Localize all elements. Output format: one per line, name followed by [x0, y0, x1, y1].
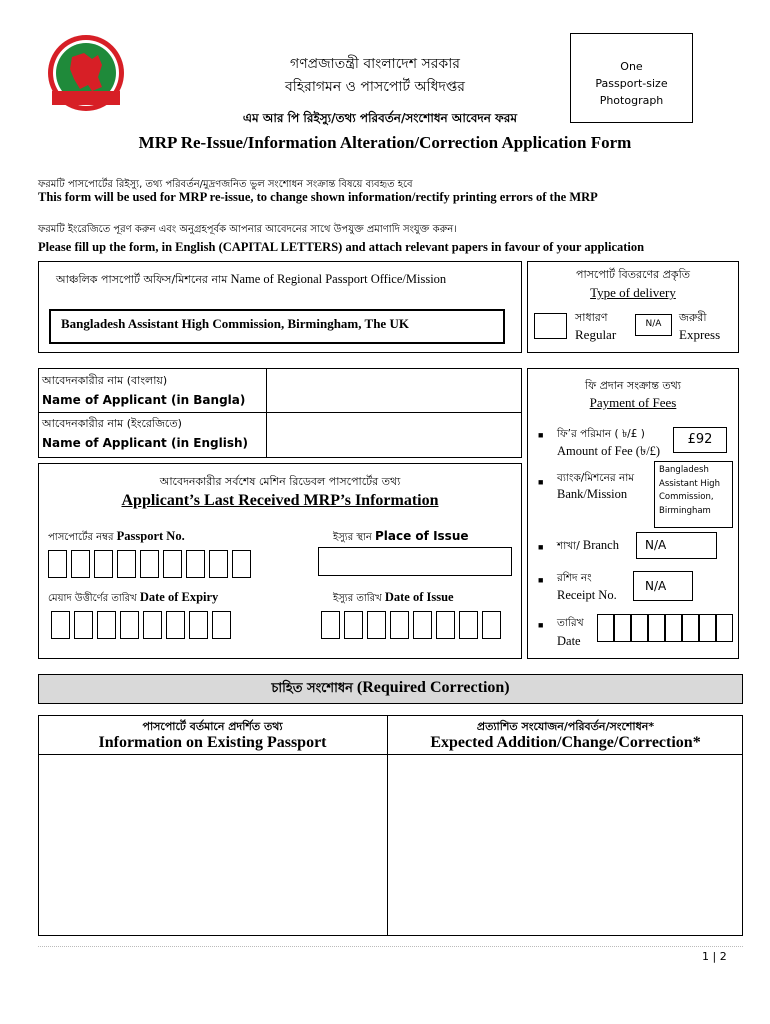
department-name-bn: বহিরাগমন ও পাসপোর্ট অধিদপ্তর [284, 79, 466, 95]
expected-change-header-bn: প্রত্যাশিত সংযোজন/পরিবর্তন/সংশোধন* [476, 720, 655, 733]
expiry-label-bn: মেয়াদ উত্তীর্ণের তারিখ [48, 593, 137, 604]
issue-date-label-bn: ইস্যুর তারিখ [333, 593, 382, 604]
delivery-title-bn: পাসপোর্ট বিতরণের প্রকৃতি [576, 268, 690, 281]
branch-field[interactable]: N/A [636, 532, 717, 559]
usage-instruction-en: This form will be used for MRP re-issue, to change shown information/rectify printing errors of the MRP [38, 190, 598, 204]
bank-label-bn: ব্যাংক/মিশনের নাম [557, 472, 635, 484]
regular-label-bn: সাধারণ [575, 311, 608, 324]
name-bangla-label-bn: আবেদনকারীর নাম (বাংলায়) [42, 374, 168, 387]
fees-title-bn: ফি প্রদান সংক্রান্ত তথ্য [585, 379, 681, 392]
express-label-en: Express [679, 327, 721, 342]
expected-change-header-en: Expected Addition/Change/Correction* [430, 734, 701, 751]
government-emblem [42, 33, 130, 113]
bank-name-field[interactable]: Bangladesh Assistant High Commission, Birmingham [654, 461, 733, 528]
form-title-bn: এম আর পি রিইস্যু/তথ্য পরিবর্তন/সংশোধন আবেদন ফরম [242, 111, 518, 125]
passport-no-label-en: Passport No. [116, 529, 185, 543]
name-english-label-en: Name of Applicant (in English) [42, 436, 249, 450]
fee-amount-label-en: Amount of Fee (৳/£) [557, 444, 661, 458]
required-correction-title-en: (Required Correction) [356, 679, 510, 696]
passport-no-label [48, 529, 185, 547]
receipt-label-en: Receipt No. [557, 588, 617, 602]
footer-divider [38, 946, 743, 947]
expiry-label-en: Date of Expiry [139, 590, 219, 604]
required-correction-title [38, 679, 743, 700]
mrp-info-title-bn: আবেদনকারীর সর্বশেষ মেশিন রিডেবল পাসপোর্টের তথ্য [159, 475, 401, 488]
bank-label-en: Bank/Mission [557, 487, 628, 501]
office-label-en: Name of Regional Passport Office/Mission [230, 272, 447, 286]
branch-label-en: Branch [582, 538, 619, 552]
name-bangla-input[interactable] [268, 370, 520, 410]
fill-instruction-en: Please fill up the form, in English (CAPITAL LETTERS) and attach relevant papers in favour of your application [38, 240, 645, 254]
existing-info-input[interactable] [40, 756, 385, 934]
existing-info-header-bn: পাসপোর্টে বর্তমানে প্রদর্শিত তথ্য [142, 720, 283, 733]
issue-date-label-en: Date of Issue [384, 590, 454, 604]
express-checkbox[interactable]: N/A [635, 314, 672, 336]
name-bangla-label-en: Name of Applicant (in Bangla) [42, 393, 246, 407]
fees-title-en: Payment of Fees [589, 395, 677, 410]
existing-info-header-en: Information on Existing Passport [98, 734, 327, 751]
place-issue-label-en: Place of Issue [375, 529, 469, 543]
passport-no-label-bn: পাসপোর্টের নম্বর [48, 532, 114, 543]
office-label [56, 271, 446, 290]
required-correction-title-bn: চাহিত সংশোধন [271, 681, 353, 696]
fee-amount-label-bn: ফি’র পরিমান ( ৳/£ ) [557, 428, 645, 440]
receipt-label-bn: রশিদ নং [557, 572, 592, 584]
date-label-bn: তারিখ [557, 617, 584, 629]
receipt-field[interactable]: N/A [633, 571, 693, 601]
office-label-bn: আঞ্চলিক পাসপোর্ট অফিস/মিশনের নাম [56, 273, 228, 286]
regular-label-en: Regular [575, 327, 617, 342]
place-issue-input[interactable] [318, 547, 512, 576]
place-issue-label [333, 529, 469, 547]
photo-box-line-3: Photograph [599, 94, 664, 107]
expected-change-input[interactable] [390, 756, 741, 934]
photo-box-line-1: One [620, 60, 643, 73]
regular-checkbox[interactable] [534, 313, 567, 339]
fee-amount-field[interactable]: £92 [673, 427, 727, 453]
expiry-label [48, 590, 218, 608]
delivery-title-en: Type of delivery [590, 285, 676, 300]
name-english-label-bn: আবেদনকারীর নাম (ইংরেজিতে) [42, 417, 182, 430]
mrp-info-title-en: Applicant’s Last Received MRP’s Information [121, 492, 439, 509]
usage-instruction-bn: ফরমটি পাসপোর্টের রিইস্যু, তথ্য পরিবর্তন/মুদ্রণজনিত ভুল সংশোধন সংক্রান্ত বিষয়ে ব্যবহৃত হবে [38, 179, 413, 190]
government-name-bn: গণপ্রজাতন্ত্রী বাংলাদেশ সরকার [290, 56, 460, 72]
place-issue-label-bn: ইস্যুর স্থান [333, 532, 372, 543]
form-title-en: MRP Re-Issue/Information Alteration/Correction Application Form [138, 133, 632, 152]
page-number: 1 | 2 [702, 950, 727, 963]
express-label-bn: জরুরী [679, 311, 707, 324]
branch-label [557, 538, 619, 556]
issue-date-label [333, 590, 454, 608]
photo-box-line-2: Passport-size [595, 77, 668, 90]
fill-instruction-bn: ফরমটি ইংরেজিতে পূরণ করুন এবং অনুগ্রহপূর্বক আপনার আবেদনের সাথে উপযুক্ত প্রমাণাদি সংযুক্ত করুন। [38, 224, 457, 235]
name-english-input[interactable] [268, 414, 520, 456]
branch-label-bn: শাখা/ [557, 540, 580, 552]
date-label-en: Date [557, 634, 581, 648]
office-name-field[interactable]: Bangladesh Assistant High Commission, Birmingham, The UK [49, 309, 505, 344]
